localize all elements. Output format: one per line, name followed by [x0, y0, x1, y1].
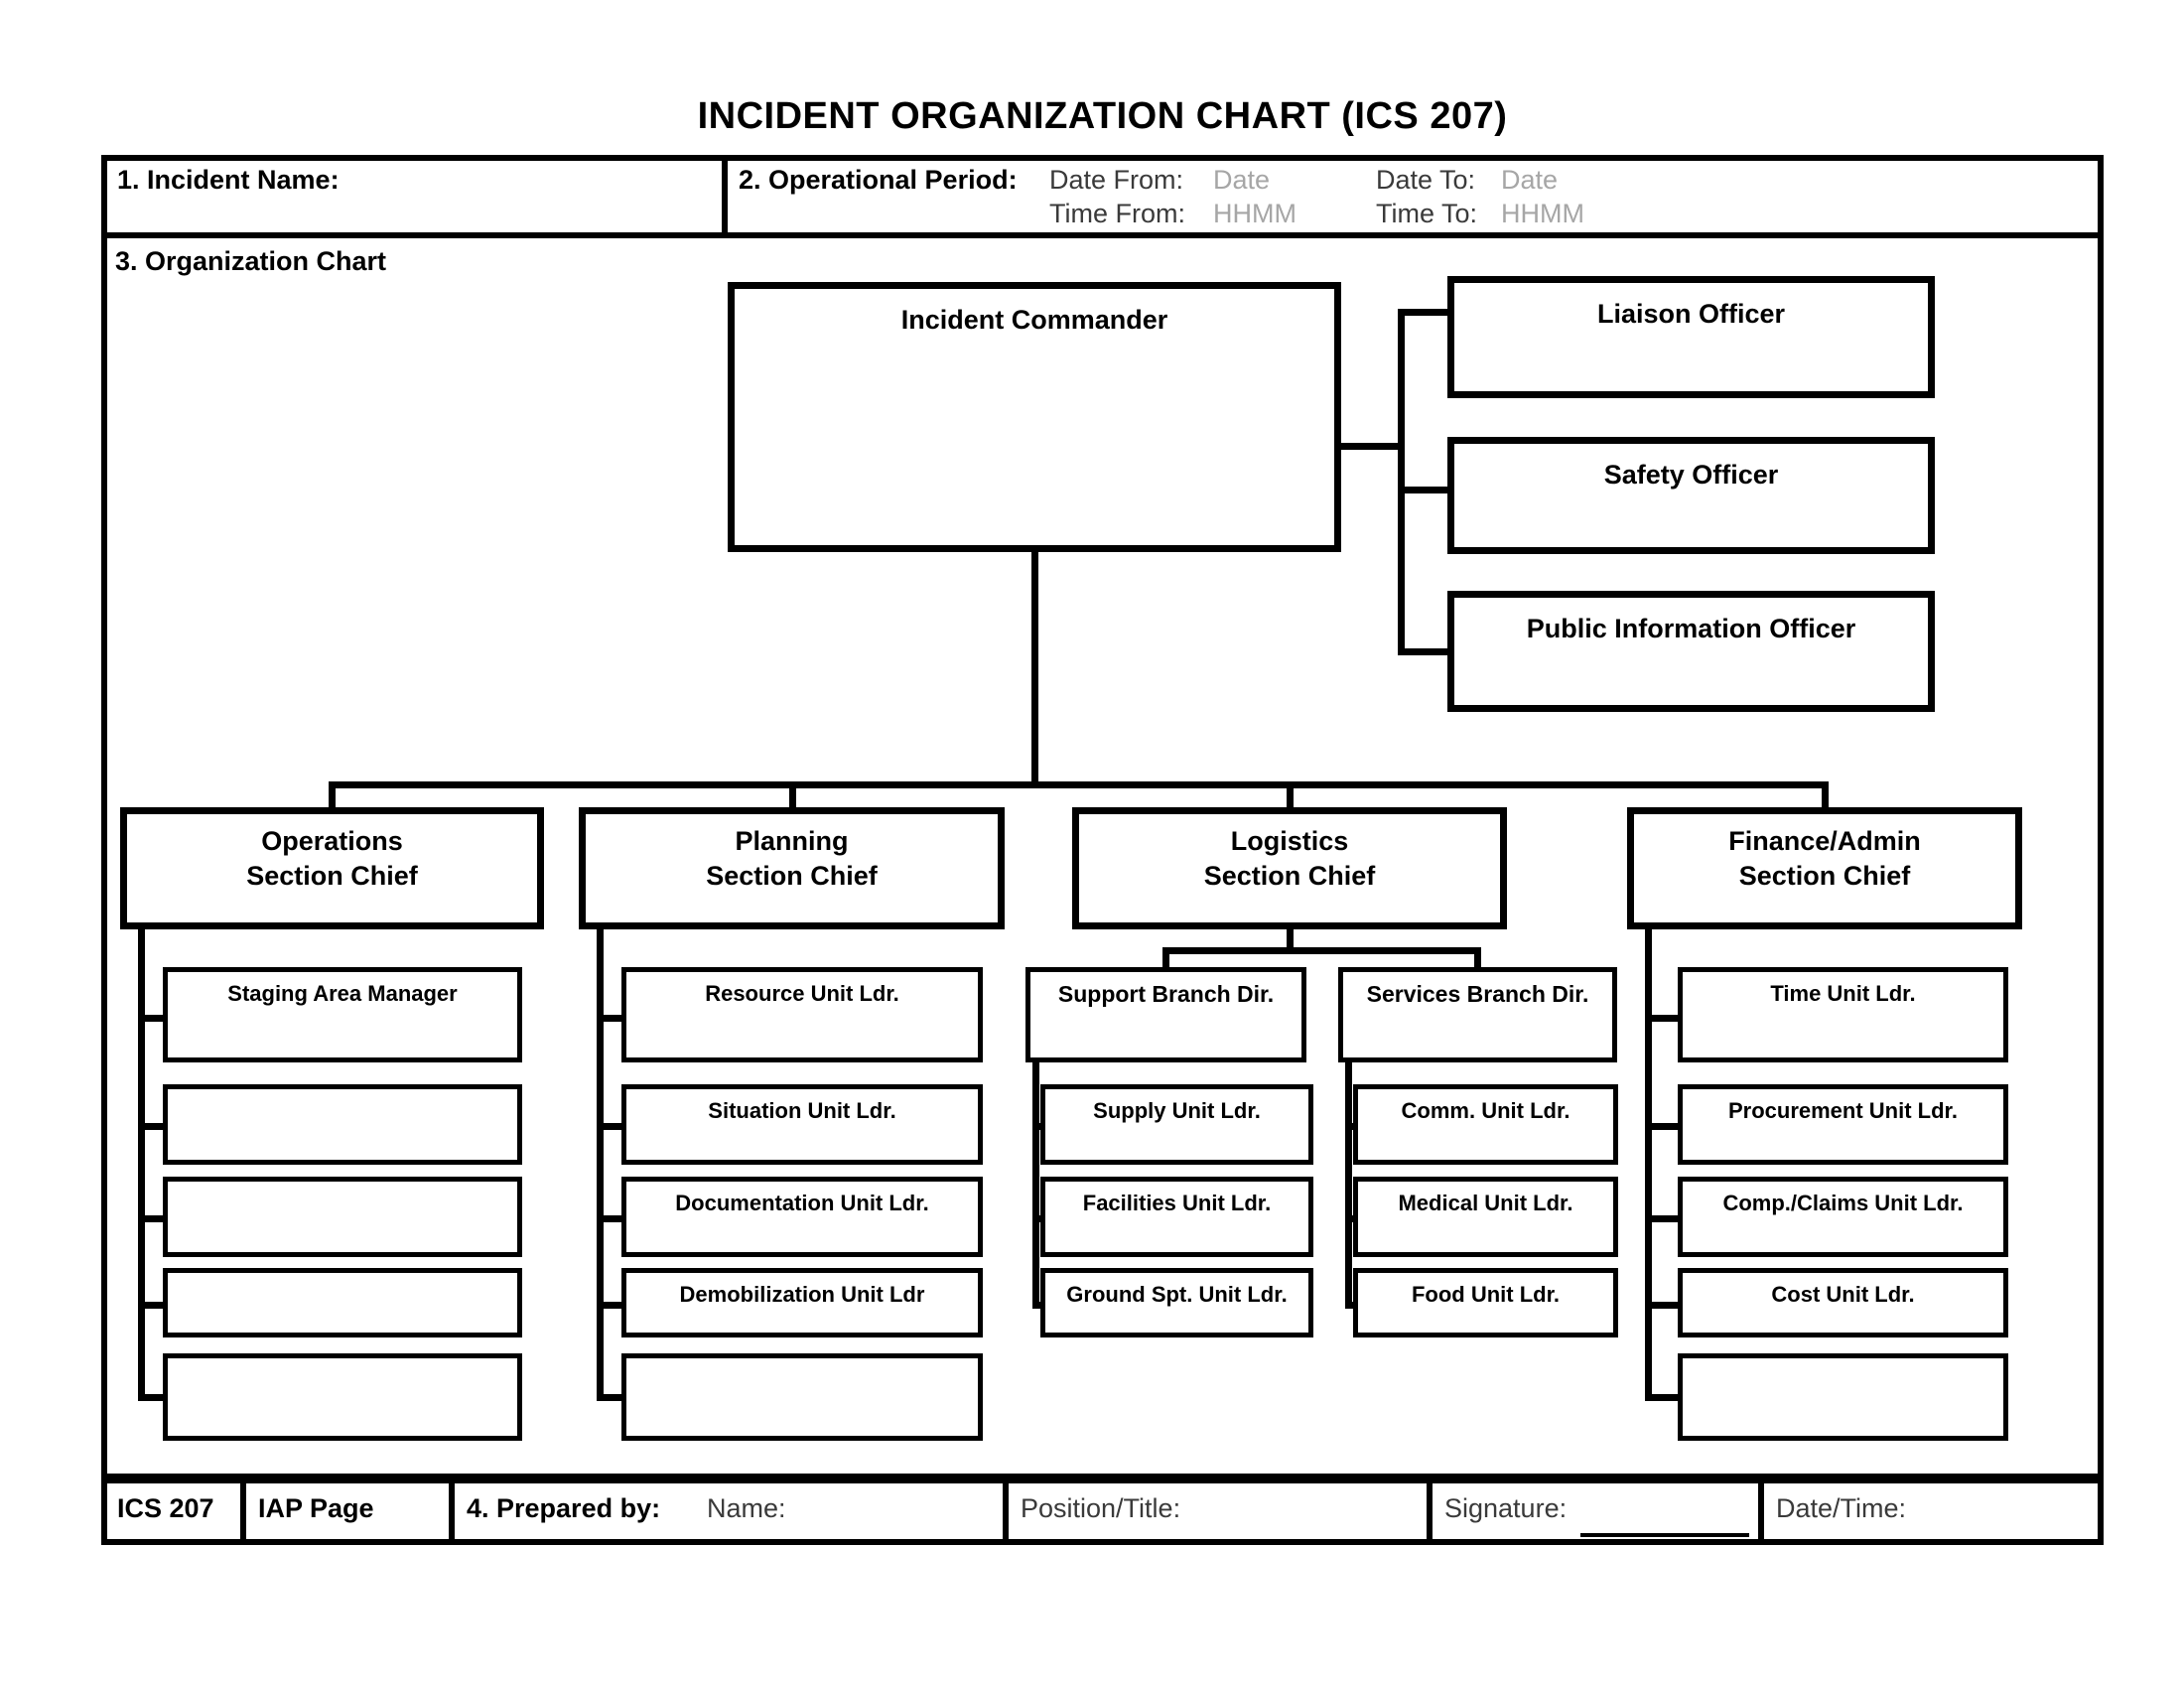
finance-chief-line2: Section Chief — [1738, 861, 1911, 892]
operations-section-chief-box[interactable] — [120, 807, 544, 929]
connector-distributor — [329, 781, 1829, 788]
footer-name-label: Name: — [707, 1493, 786, 1523]
facilities-unit-leader-label: Facilities Unit Ldr. — [1082, 1191, 1272, 1215]
connector-stub — [1645, 1302, 1678, 1309]
time-from-field[interactable]: HHMM — [1213, 199, 1297, 228]
connector-ic-to-bus — [1341, 443, 1405, 450]
liaison-officer-label: Liaison Officer — [1596, 299, 1786, 329]
comp-claims-unit-leader-box[interactable] — [1678, 1177, 2008, 1257]
time-unit-leader-label: Time Unit Ldr. — [1770, 981, 1916, 1006]
public-information-officer-label: Public Information Officer — [1526, 614, 1856, 643]
comm-unit-leader-box[interactable] — [1353, 1084, 1618, 1165]
supply-unit-leader-label: Supply Unit Ldr. — [1093, 1098, 1261, 1123]
footer-prepared-by-label: 4. Prepared by: — [467, 1493, 661, 1523]
resource-unit-leader-box[interactable] — [621, 967, 983, 1062]
support-branch-director-box[interactable] — [1025, 967, 1306, 1062]
incident-commander-label: Incident Commander — [900, 305, 1168, 335]
finance-admin-section-chief-box[interactable] — [1627, 807, 2022, 929]
connector-safety-stub — [1398, 487, 1447, 493]
medical-unit-leader-box[interactable] — [1353, 1177, 1618, 1257]
connector-officer-bus — [1398, 309, 1405, 655]
facilities-unit-leader-box[interactable] — [1040, 1177, 1313, 1257]
services-branch-director-label: Services Branch Dir. — [1366, 981, 1589, 1007]
procurement-unit-leader-box[interactable] — [1678, 1084, 2008, 1165]
connector-stub — [1645, 1123, 1678, 1130]
planning-section-chief-box[interactable] — [579, 807, 1005, 929]
operations-blank-box[interactable] — [163, 1084, 522, 1165]
connector-ic-drop — [1031, 552, 1038, 788]
footer-datetime-label: Date/Time: — [1776, 1493, 1907, 1523]
organization-chart-label: 3. Organization Chart — [115, 246, 387, 276]
connector-support-spine — [1032, 1060, 1039, 1309]
logistics-chief-line1: Logistics — [1230, 826, 1349, 856]
finance-blank-box[interactable] — [1678, 1353, 2008, 1441]
planning-chief-line2: Section Chief — [706, 861, 878, 892]
supply-unit-leader-box[interactable] — [1040, 1084, 1313, 1165]
public-information-officer-box[interactable] — [1447, 591, 1935, 712]
documentation-unit-leader-label: Documentation Unit Ldr. — [675, 1191, 929, 1215]
comm-unit-leader-label: Comm. Unit Ldr. — [1401, 1098, 1570, 1123]
food-unit-leader-label: Food Unit Ldr. — [1411, 1282, 1561, 1307]
services-branch-director-box[interactable] — [1338, 967, 1617, 1062]
signature-line[interactable] — [1580, 1533, 1749, 1537]
connector-operations-spine — [138, 929, 145, 1401]
connector-drop-logistics — [1287, 781, 1294, 807]
liaison-officer-box[interactable] — [1447, 276, 1935, 398]
finance-chief-line1: Finance/Admin — [1728, 826, 1921, 856]
planning-blank-box[interactable] — [621, 1353, 983, 1441]
connector-drop-operations — [329, 781, 336, 807]
footer-signature-label: Signature: — [1444, 1493, 1568, 1523]
connector-services-spine — [1345, 1060, 1352, 1309]
documentation-unit-leader-box[interactable] — [621, 1177, 983, 1257]
staging-area-manager-label: Staging Area Manager — [227, 981, 458, 1006]
date-from-field[interactable]: Date — [1213, 165, 1271, 195]
operations-blank-box[interactable] — [163, 1268, 522, 1337]
operational-period-label: 2. Operational Period: — [739, 165, 1018, 195]
ground-support-unit-leader-box[interactable] — [1040, 1268, 1313, 1337]
date-from-label: Date From: — [1049, 165, 1184, 195]
operations-blank-box[interactable] — [163, 1353, 522, 1441]
incident-name-label: 1. Incident Name: — [117, 165, 340, 195]
ground-support-unit-leader-label: Ground Spt. Unit Ldr. — [1066, 1282, 1288, 1307]
situation-unit-leader-box[interactable] — [621, 1084, 983, 1165]
connector-stub — [1645, 1215, 1678, 1222]
connector-support-drop — [1162, 947, 1169, 969]
logistics-section-chief-box[interactable] — [1072, 807, 1507, 929]
connector-planning-spine — [597, 929, 604, 1401]
support-branch-director-label: Support Branch Dir. — [1057, 981, 1275, 1007]
connector-finance-spine — [1645, 929, 1652, 1401]
safety-officer-label: Safety Officer — [1603, 460, 1779, 490]
cost-unit-leader-label: Cost Unit Ldr. — [1771, 1282, 1915, 1307]
connector-liaison-stub — [1398, 309, 1447, 316]
resource-unit-leader-label: Resource Unit Ldr. — [705, 981, 899, 1006]
connector-drop-planning — [789, 781, 796, 807]
logistics-chief-line2: Section Chief — [1203, 861, 1376, 892]
time-to-label: Time To: — [1376, 199, 1478, 228]
time-to-field[interactable]: HHMM — [1501, 199, 1584, 228]
medical-unit-leader-label: Medical Unit Ldr. — [1398, 1191, 1573, 1215]
time-from-label: Time From: — [1049, 199, 1185, 228]
connector-drop-finance — [1822, 781, 1829, 807]
connector-services-drop — [1474, 947, 1481, 969]
date-to-field[interactable]: Date — [1501, 165, 1559, 195]
operations-blank-box[interactable] — [163, 1177, 522, 1257]
procurement-unit-leader-label: Procurement Unit Ldr. — [1727, 1098, 1959, 1123]
planning-chief-line1: Planning — [735, 826, 849, 856]
footer-iap-page-label: IAP Page — [258, 1493, 374, 1523]
comp-claims-unit-leader-label: Comp./Claims Unit Ldr. — [1722, 1191, 1964, 1215]
demobilization-unit-leader-label: Demobilization Unit Ldr — [679, 1282, 925, 1307]
situation-unit-leader-label: Situation Unit Ldr. — [708, 1098, 896, 1123]
connector-branch-horizontal — [1162, 947, 1481, 954]
time-unit-leader-box[interactable] — [1678, 967, 2008, 1062]
food-unit-leader-box[interactable] — [1353, 1268, 1618, 1337]
footer-form-id: ICS 207 — [117, 1493, 214, 1523]
cost-unit-leader-box[interactable] — [1678, 1268, 2008, 1337]
page-title: INCIDENT ORGANIZATION CHART (ICS 207) — [697, 95, 1508, 137]
staging-area-manager-box[interactable] — [163, 967, 522, 1062]
date-to-label: Date To: — [1376, 165, 1476, 195]
connector-stub — [1645, 1015, 1678, 1022]
connector-pio-stub — [1398, 648, 1447, 655]
connector-stub — [1645, 1394, 1678, 1401]
operations-chief-line2: Section Chief — [246, 861, 418, 892]
demobilization-unit-leader-box[interactable] — [621, 1268, 983, 1337]
incident-commander-box[interactable] — [728, 282, 1341, 552]
footer-position-label: Position/Title: — [1021, 1493, 1181, 1523]
safety-officer-box[interactable] — [1447, 437, 1935, 554]
operations-chief-line1: Operations — [261, 826, 403, 856]
